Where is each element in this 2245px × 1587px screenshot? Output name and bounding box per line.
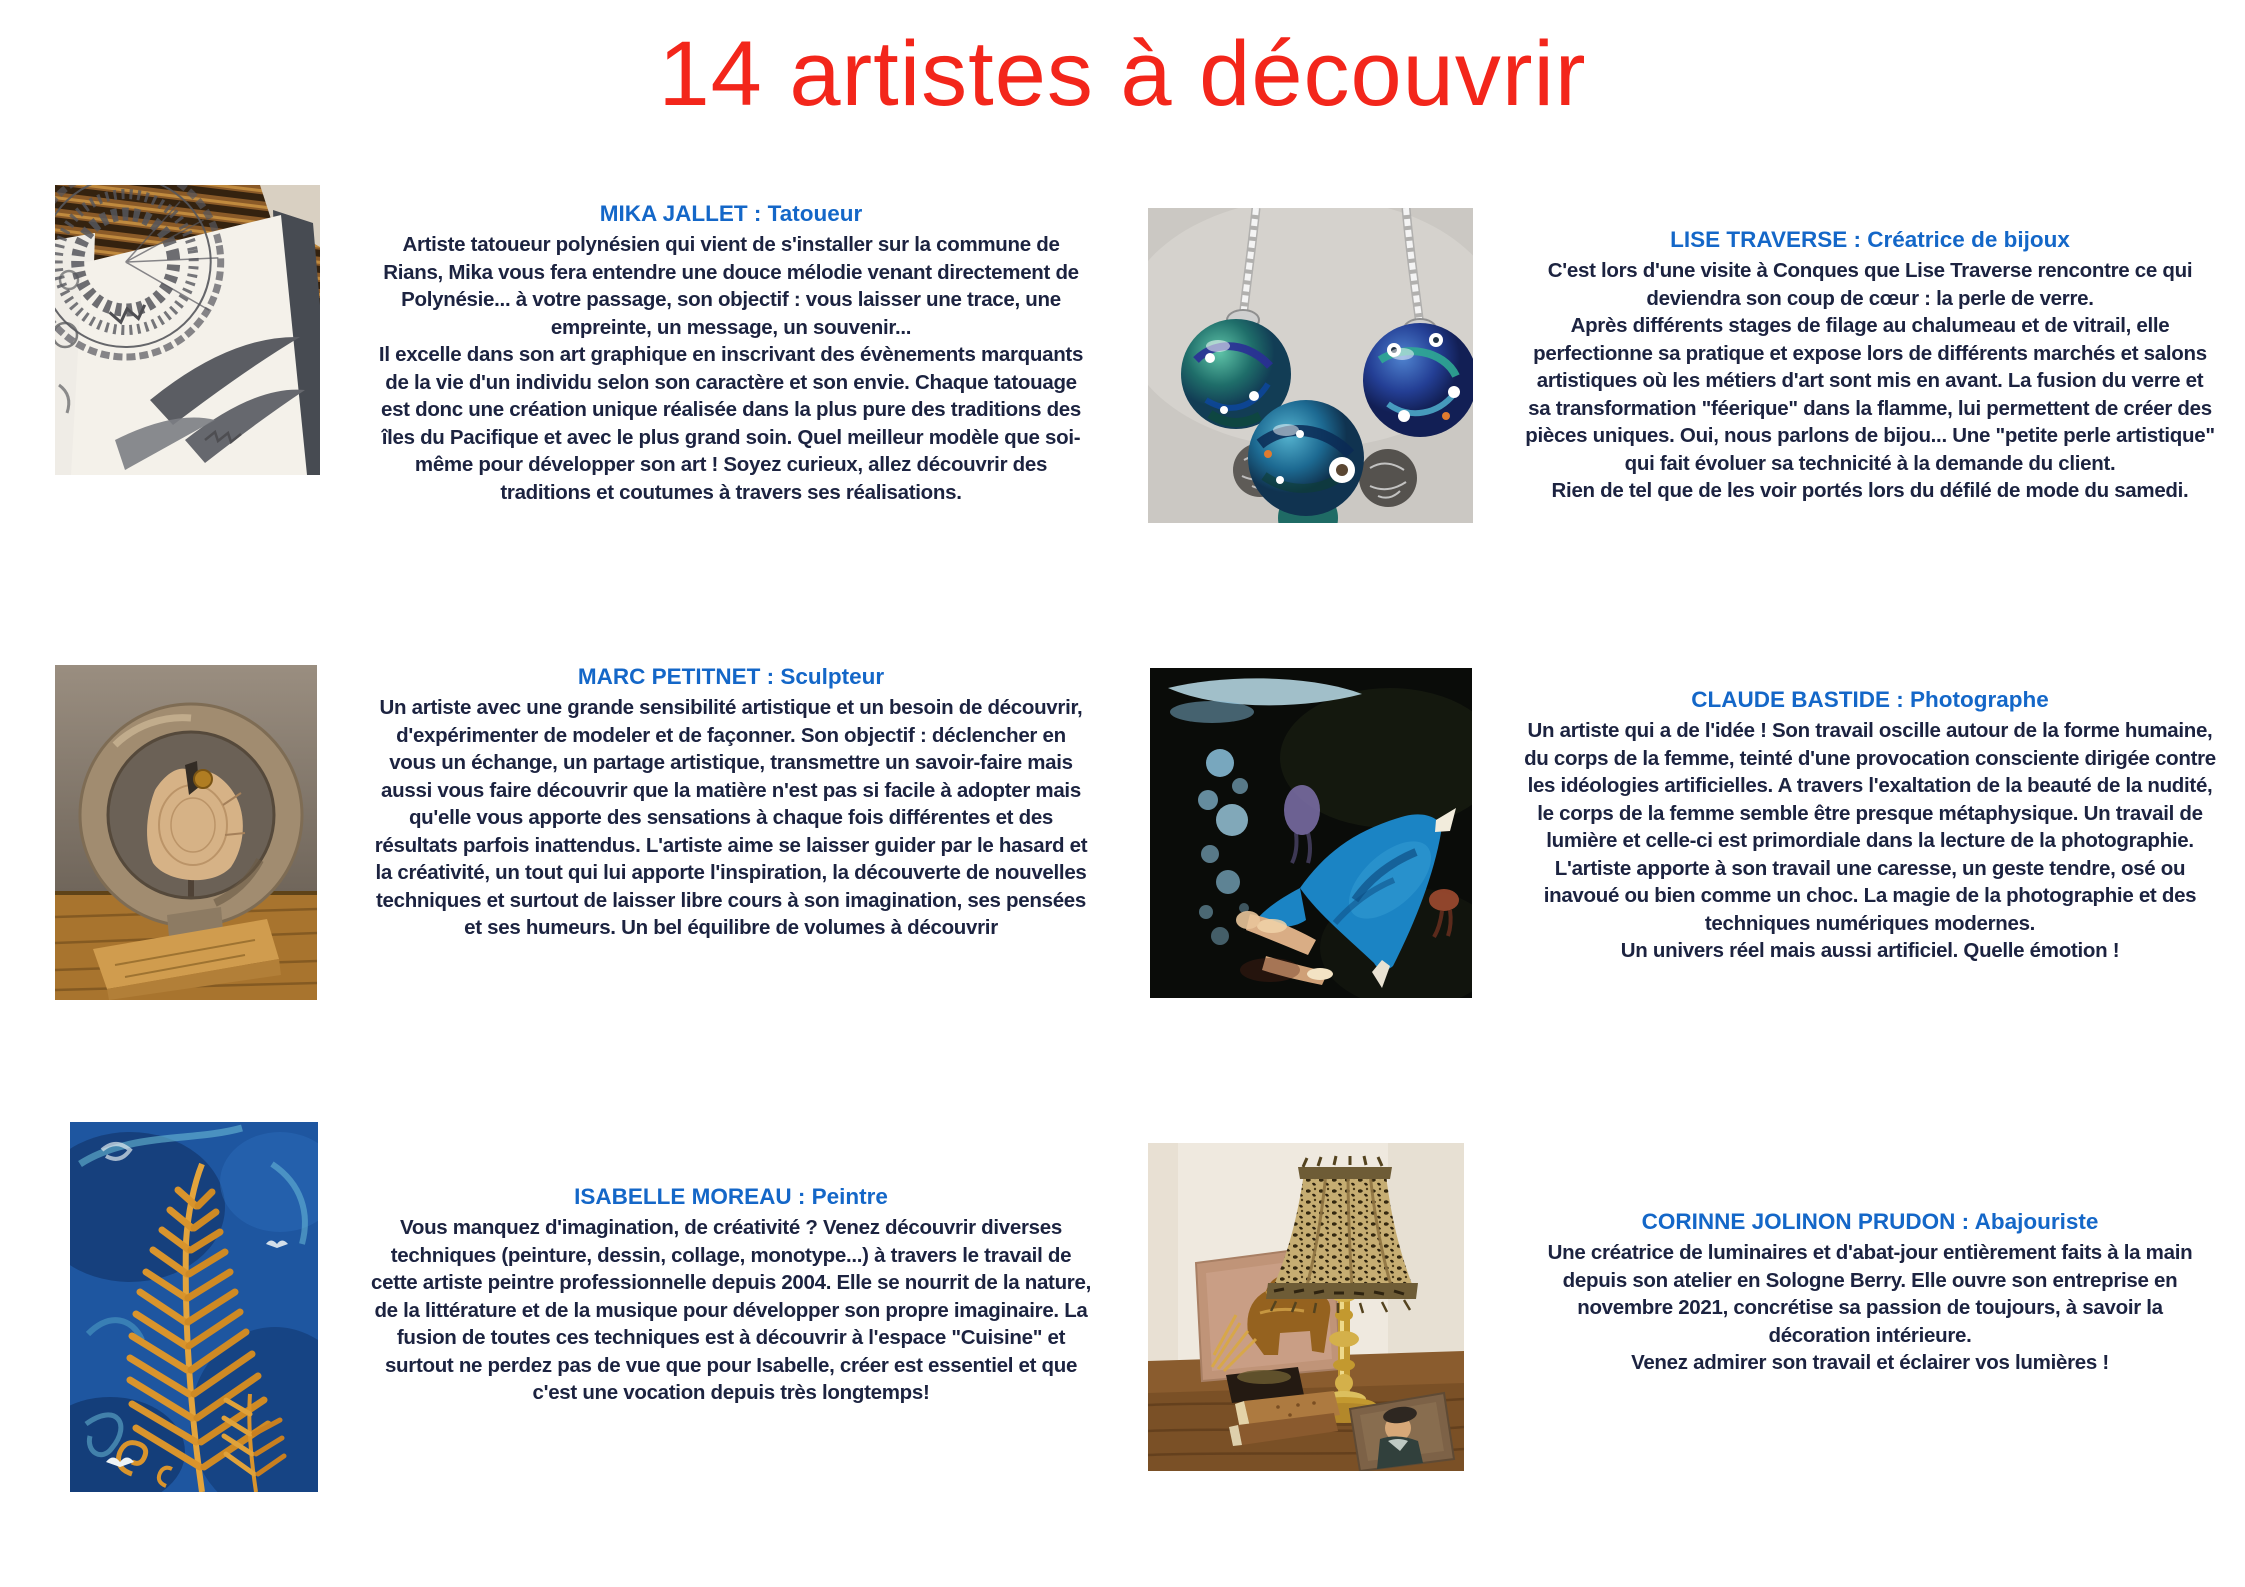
artist-card-corinne-jolinon-prudon	[1524, 1208, 2216, 1377]
photo-underwater-figure	[1150, 668, 1472, 998]
photo-tattoo-book	[55, 185, 320, 475]
photo-wood-sculpture	[55, 665, 317, 1000]
artist-heading: CLAUDE BASTIDE : Photographe	[1691, 687, 2049, 712]
artist-heading: CORINNE JOLINON PRUDON : Abajouriste	[1641, 1209, 2099, 1234]
artist-paragraph: Venez admirer son travail et éclairer vos lumières !	[1631, 1351, 2109, 1374]
artist-paragraph: Un univers réel mais aussi artificiel. Quelle émotion !	[1620, 939, 2120, 962]
artist-paragraph: Un artiste qui a de l'idée ! Son travail oscille autour de la forme humaine, du corps de la femme, teinté d'une provocation consciente dirigée contre les idéologies artificielles. A travers l'exaltation de la beauté de la nudité, le corps de la femme semble être presque métaphysique. Un travail de lumière et celle-ci est primordiale dans la lecture de la photographie. L'artiste apporte à son travail une caresse, un geste tendre, osé ou inavoué ou bien comme un choc. La magie de la photographie et des techniques numériques modernes.	[1524, 719, 2216, 935]
page-title: 14 artistes à découvrir	[658, 23, 1587, 125]
artist-card-mika-jallet	[371, 200, 1091, 506]
artist-paragraph: Rien de tel que de les voir portés lors du défilé de mode du samedi.	[1551, 479, 2189, 502]
artist-paragraph: Après différents stages de filage au chalumeau et de vitrail, elle perfectionne sa pratique et expose lors de différents marchés et salons artistiques où les métiers d'art sont mis en avant. La fusion du verre et sa transformation "féerique" dans la flamme, lui permettent de créer des pièces uniques. Oui, nous parlons de bijou... Une "petite perle artistique" qui fait évoluer sa technicité à la demande du client.	[1525, 314, 2215, 475]
artist-paragraph: Artiste tatoueur polynésien qui vient de s'installer sur la commune de Rians, Mika vous fera entendre une douce mélodie venant directement de Polynésie... à votre passage, son objectif : vous laisser une trace, une empreinte, un message, un souvenir...	[383, 233, 1079, 339]
artist-card-claude-bastide	[1524, 686, 2216, 965]
artist-heading: LISE TRAVERSE : Créatrice de bijoux	[1670, 227, 2070, 252]
photo-glass-beads	[1148, 208, 1473, 523]
artist-card-isabelle-moreau	[371, 1183, 1091, 1407]
artist-card-lise-traverse	[1524, 226, 2216, 505]
artist-paragraph: Vous manquez d'imagination, de créativité ? Venez découvrir diverses techniques (peinture, dessin, collage, monotype...) à travers le travail de cette artiste peintre professionnelle depuis 2004. Elle se nourrit de la nature, de la littérature et de la musique pour développer son propre imaginaire. La fusion de toutes ces techniques est à découvrir à l'espace "Cuisine" et surtout ne perdez pas de vue que pour Isabelle, créer est essentiel et que c'est une vocation depuis très longtemps!	[371, 1216, 1091, 1404]
artist-heading: MARC PETITNET : Sculpteur	[577, 664, 885, 689]
artist-paragraph: Une créatrice de luminaires et d'abat-jour entièrement faits à la main depuis son atelier en Sologne Berry. Elle ouvre son entreprise en novembre 2021, concrétise sa passion de toujours, à savoir la décoration intérieure.	[1547, 1241, 2193, 1347]
artist-paragraph: Un artiste avec une grande sensibilité artistique et un besoin de découvrir, d'expérimenter de modeler et de façonner. Son objectif : déclencher en vous un échange, un partage artistique, transmettre un savoir-faire mais aussi vous faire découvrir que la matière n'est pas si facile à adopter mais qu'elle vous apporte des sensations à chaque fois différentes et des résultats parfois inattendus. L'artiste aime se laisser guider par le hasard et la créativité, un tout qui lui apporte l'inspiration, la découverte de nouvelles techniques et surtout de laisser libre cours à son imagination, ses pensées et ses humeurs. Un bel équilibre de volumes à découvrir	[374, 696, 1088, 939]
photo-lamp	[1148, 1143, 1464, 1471]
artist-heading: ISABELLE MOREAU : Peintre	[574, 1184, 888, 1209]
photo-fern-painting	[70, 1122, 318, 1492]
artist-heading: MIKA JALLET : Tatoueur	[599, 201, 863, 226]
artist-paragraph: C'est lors d'une visite à Conques que Lise Traverse rencontre ce qui deviendra son coup de cœur : la perle de verre.	[1547, 259, 2193, 310]
artist-paragraph: Il excelle dans son art graphique en inscrivant des évènements marquants de la vie d'un individu selon son caractère et son envie. Chaque tatouage est donc une création unique réalisée dans la plus pure des traditions des îles du Pacifique et avec le plus grand soin. Quel meilleur modèle que soi-même pour développer son art ! Soyez curieux, allez découvrir des traditions et coutumes à travers ses réalisations.	[378, 343, 1084, 504]
artist-card-marc-petitnet	[371, 663, 1091, 942]
